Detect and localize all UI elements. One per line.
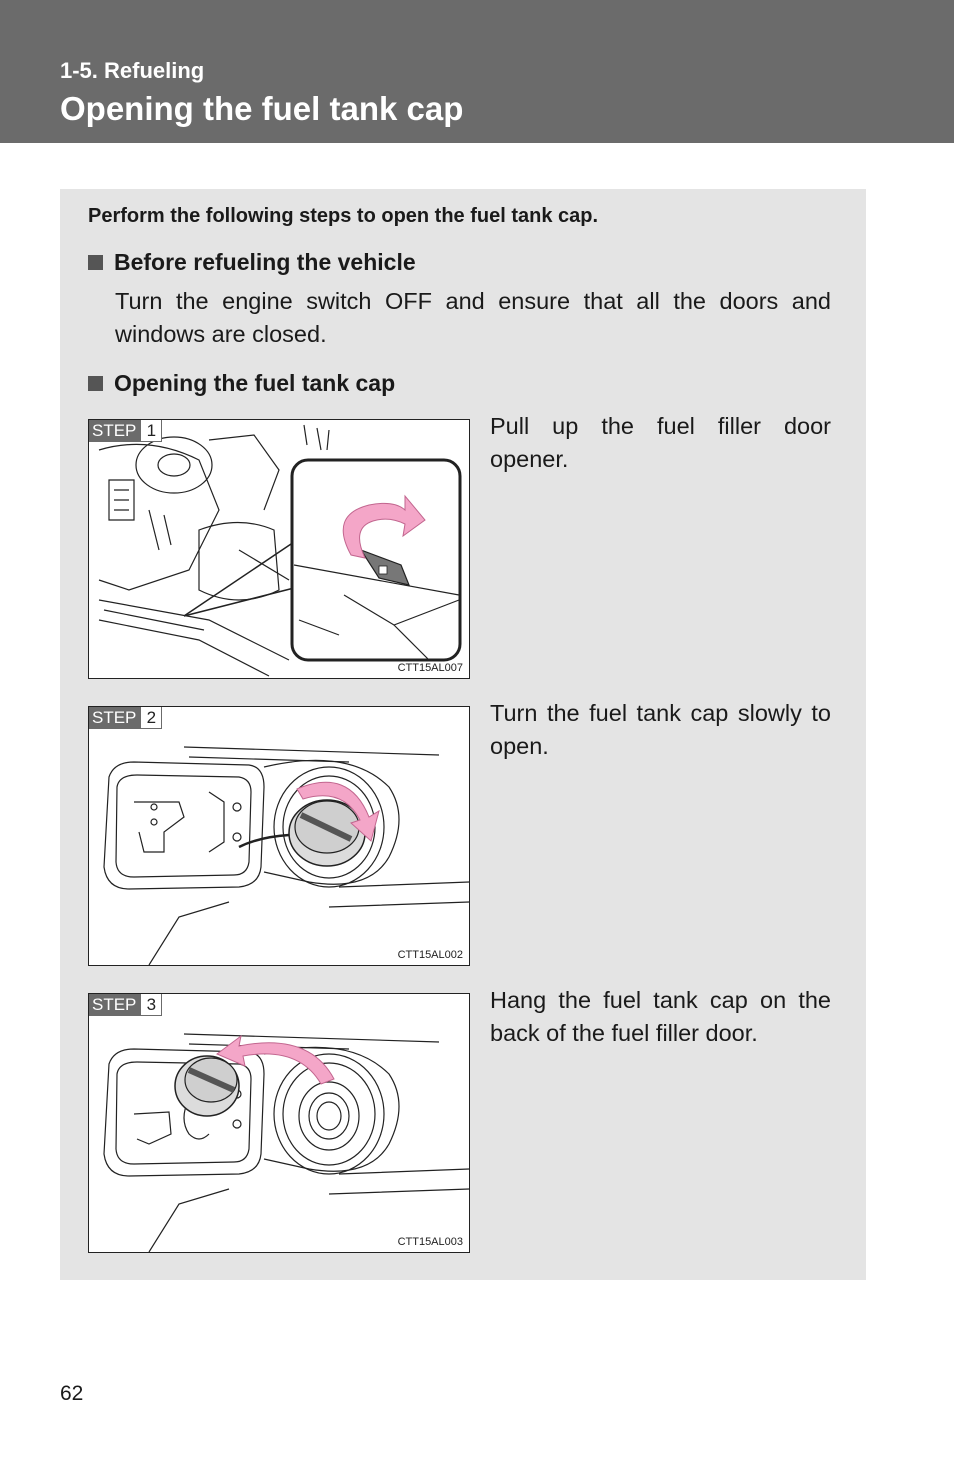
intro-text: Perform the following steps to open the fuel tank cap.	[88, 205, 599, 227]
sub-heading-before-refueling	[88, 249, 416, 276]
step-badge	[89, 707, 162, 729]
step-label: STEP	[89, 994, 140, 1016]
sub-heading-label: Before refueling the vehicle	[114, 249, 416, 275]
step-label: STEP	[89, 420, 140, 442]
page-number: 62	[60, 1382, 84, 1405]
step-badge	[89, 994, 162, 1016]
step-number: 3	[140, 994, 162, 1016]
section-label: 1-5. Refueling	[60, 58, 205, 83]
header-bar	[0, 0, 954, 143]
square-bullet-icon	[88, 376, 103, 391]
before-refueling-text: Turn the engine switch OFF and ensure that all the doors and windows are closed.	[115, 288, 831, 347]
square-bullet-icon	[88, 255, 103, 270]
sub-heading-label: Opening the fuel tank cap	[114, 370, 396, 396]
figure-code: CTT15AL002	[397, 949, 463, 961]
step-2-figure	[88, 706, 470, 966]
step-3-text: Hang the fuel tank cap on the back of the fuel filler door.	[490, 987, 831, 1046]
content-panel	[60, 189, 866, 1280]
step-number: 1	[140, 420, 162, 442]
step-badge	[89, 420, 162, 442]
fuel-cap-hanging-illustration	[89, 994, 469, 1252]
figure-code: CTT15AL007	[397, 662, 463, 674]
step-2-text: Turn the fuel tank cap slowly to open.	[490, 700, 831, 759]
figure-code: CTT15AL003	[397, 1236, 463, 1248]
step-1-figure	[88, 419, 470, 679]
fuel-cap-open-illustration	[89, 707, 469, 965]
sub-heading-opening-cap	[88, 370, 395, 397]
step-number: 2	[140, 707, 162, 729]
page-title: Opening the fuel tank cap	[60, 90, 464, 127]
step-label: STEP	[89, 707, 140, 729]
interior-illustration	[89, 420, 469, 678]
step-1-text: Pull up the fuel filler door opener.	[490, 413, 831, 472]
step-3-figure	[88, 993, 470, 1253]
